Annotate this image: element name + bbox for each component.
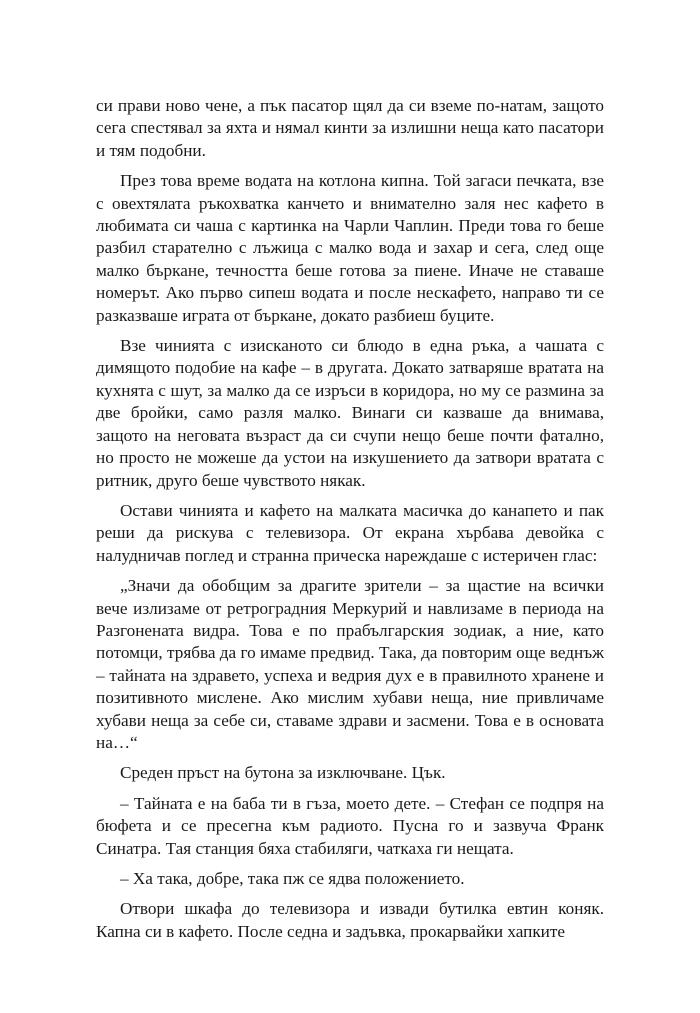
paragraph-4: Остави чинията и кафето на малката масичка до канапето и пак реши да рискува с телевизора. От екрана хърбава девойка с налудничав поглед и странна прическа нареждаше с истеричен глас: [96,500,604,565]
paragraph-7-dialogue: – Тайната е на баба ти в гъза, моето дете. – Стефан се подпря на бюфета и се пресегна към радиото. Пусна го и зазвуча Франк Синатра. Тая станция бяха стабиляги, чаткаха ги нещата. [96,793,604,858]
paragraph-3: Взе чинията с изисканото си блюдо в една ръка, а чашата с димящото подобие на кафе – в другата. Докато затваряше вратата на кухнята с шут, за малко да се изръси в коридора, но му се размина за две бройки, само разля малко. Винаги си казваше да внимава, защото на неговата възраст да си счупи нещо беше почти фатално, но просто не можеше да устои на изкушението да затвори вратата с ритник, друго беше чувството някак. [96,336,604,490]
paragraph-1: си прави ново чене, а пък пасатор щял да си вземе по-натам, защото сега спестявал за яхта и нямал кинти за излишни неща като пасатори и тям подобни. [96,96,604,160]
paragraph-9: Отвори шкафа до телевизора и извади бутилка евтин коняк. Капна си в кафето. После седна и задъвка, прокарвайки хапките [96,899,604,941]
paragraph-6: Среден пръст на бутона за изключване. Цък. [120,763,446,783]
paragraph-8-dialogue: – Ха така, добре, така пж се ядва положението. [120,869,465,888]
paragraph-5-quote: „Значи да обобщим за драгите зрители – за щастие на всички вече излизаме от ретроградния Меркурий и навлизаме в периода на Разгонената видра. Това е по прабългарския зодиак, а ние, като потомци, трябва да го имаме предвид. Така, да повторим още веднъж – тайната на здравето, успеха и ведрия дух е в правилното хранене и позитивното мислене. Ако мислим хубави неща, ние привличаме хубави неща за себе си, ставаме здрави и засмени. Това е в основата на…“ [96,576,604,752]
page-body [96,95,604,943]
paragraph-2: През това време водата на котлона кипна. Той загаси печката, взе с овехтялата ръкохватка канчето и внимателно заля нес кафето в любимата си чаша с картинка на Чарли Чаплин. Преди това го беше разбил старателно с лъжица с малко вода и захар и сега, след още малко бъркане, течността беше готова за пиене. Иначе не ставаше номерът. Ако първо сипеш водата и после нескафето, направо ти се разказваше играта от бъркане, докато разбиеш буците. [96,171,604,325]
